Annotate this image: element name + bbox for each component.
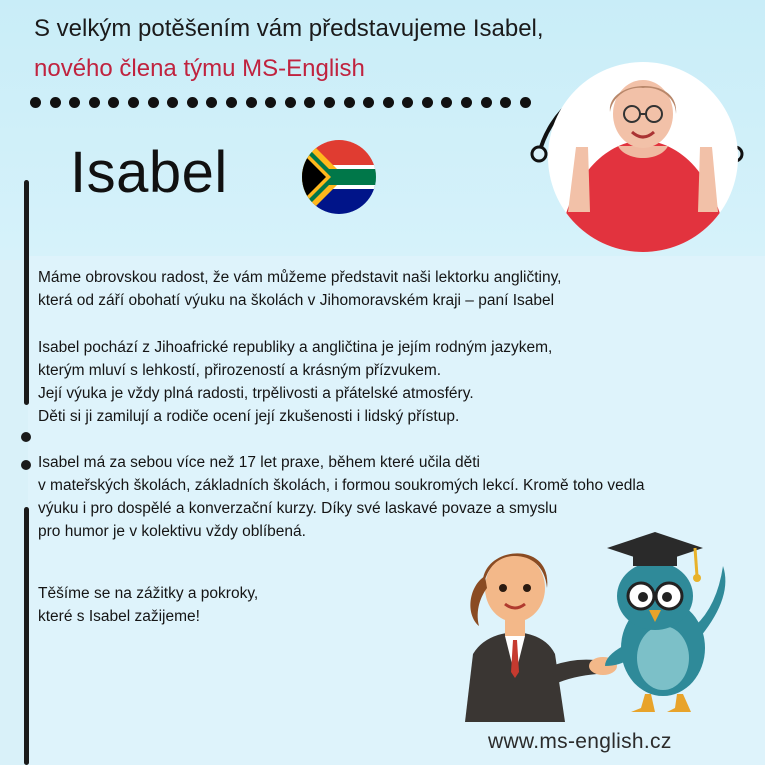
teacher-name: Isabel — [70, 140, 228, 205]
divider-dot — [167, 97, 178, 108]
divider-dot — [187, 97, 198, 108]
divider-dot — [246, 97, 257, 108]
left-rule-dot — [21, 432, 31, 442]
text-line: kterým mluví s lehkostí, přirozeností a krásným přízvukem. — [38, 362, 442, 379]
divider-dot — [324, 97, 335, 108]
divider-dot — [69, 97, 80, 108]
divider-dot — [30, 97, 41, 108]
south-africa-flag-icon — [302, 140, 376, 214]
text-line: Její výuka je vždy plná radosti, trpělivosti a přátelské atmosféry. — [38, 385, 474, 402]
text-line: Isabel má za sebou více než 17 let praxe, během které učila děti — [38, 454, 480, 471]
divider-dot — [128, 97, 139, 108]
divider-dot — [89, 97, 100, 108]
divider-dot — [148, 97, 159, 108]
text-line: výuku i pro dospělé a konverzační kurzy. Díky své laskavé povaze a smyslu — [38, 500, 558, 517]
divider-dot — [363, 97, 374, 108]
divider-dot — [422, 97, 433, 108]
text-line: Děti si ji zamilují a rodiče ocení její zkušenosti i lidský přístup. — [38, 408, 460, 425]
text-line: Isabel pochází z Jihoafrické republiky a angličtina je jejím rodným jazykem, — [38, 339, 553, 356]
divider-dot — [461, 97, 472, 108]
divider-dot — [206, 97, 217, 108]
text-line: která od září obohatí výuku na školách v Jihomoravském kraji – paní Isabel — [38, 292, 555, 309]
closing-paragraph — [38, 582, 258, 628]
text-line: Máme obrovskou radost, že vám můžeme představit naši lektorku angličtiny, — [38, 269, 562, 286]
about-paragraph — [38, 336, 552, 428]
teacher-portrait — [548, 62, 738, 252]
intro-paragraph — [38, 266, 562, 312]
dotted-divider — [30, 97, 531, 108]
left-rule-bottom — [24, 507, 29, 765]
divider-dot — [50, 97, 61, 108]
text-line: v mateřských školách, základních školách, i formou soukromých lekcí. Kromě toho vedla — [38, 477, 645, 494]
divider-dot — [226, 97, 237, 108]
divider-dot — [500, 97, 511, 108]
girl-and-owl-handshake — [455, 526, 737, 722]
divider-dot — [383, 97, 394, 108]
divider-dot — [441, 97, 452, 108]
divider-dot — [304, 97, 315, 108]
website-link[interactable]: www.ms-english.cz — [488, 730, 672, 753]
divider-dot — [402, 97, 413, 108]
divider-dot — [285, 97, 296, 108]
text-line: pro humor je v kolektivu vždy oblíbená. — [38, 523, 306, 540]
divider-dot — [265, 97, 276, 108]
left-rule-dot — [21, 460, 31, 470]
divider-dot — [481, 97, 492, 108]
left-rule-top — [24, 180, 29, 405]
divider-dot — [344, 97, 355, 108]
headline: S velkým potěšením vám představujeme Isabel, — [34, 15, 544, 42]
subheadline: nového člena týmu MS-English — [34, 55, 365, 82]
divider-dot — [108, 97, 119, 108]
text-line: které s Isabel zažijeme! — [38, 608, 200, 625]
text-line: Těšíme se na zážitky a pokroky, — [38, 585, 259, 602]
